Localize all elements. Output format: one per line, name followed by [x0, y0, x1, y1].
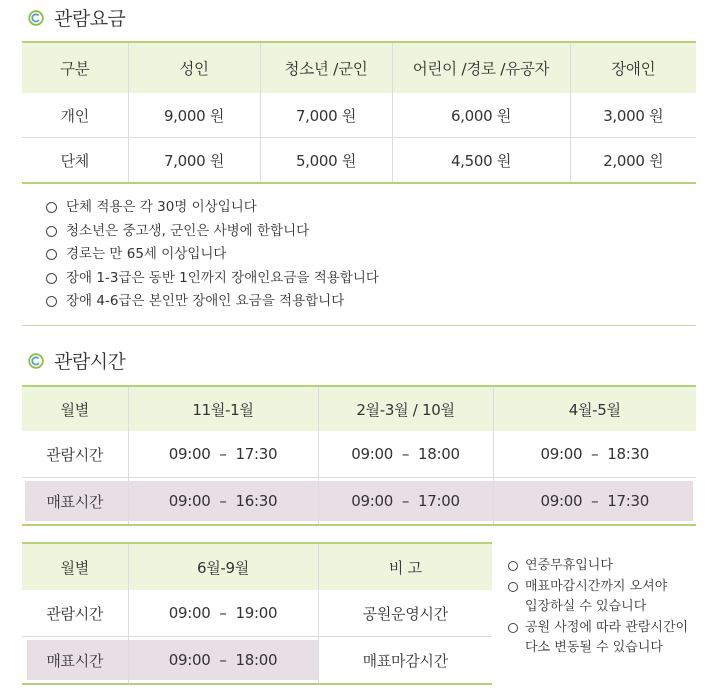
list-item: [46, 196, 379, 220]
hours-cell: 09:00 – 19:00: [128, 590, 318, 637]
fee-header-row: [22, 42, 696, 93]
circle-bullet-icon: [46, 249, 57, 260]
fees-title: 관람요금: [54, 8, 126, 30]
fee-header-child: 어린이 /경로 /유공자: [392, 42, 570, 93]
list-item: [46, 243, 379, 267]
hours2-header-row: [22, 543, 492, 590]
cell-text: 09:00 – 16:30: [168, 492, 278, 510]
fee-cell: 4,500 원: [392, 138, 570, 184]
fee-cell: 7,000 원: [128, 138, 260, 184]
hours-cell: 09:00 – 18:00: [318, 431, 493, 478]
note-text: 공원 사정에 따라 관람시간이: [525, 619, 689, 635]
table-row: [22, 138, 696, 184]
cell-text: 매표시간: [46, 651, 104, 670]
note-text: 입장하실 수 있습니다: [525, 599, 647, 614]
cell-text: 09:00 – 18:00: [168, 651, 278, 669]
hours-cell: 관람시간: [22, 590, 128, 637]
list-item: [46, 220, 379, 244]
hours1-header-period: 2월-3월 / 10월: [318, 386, 493, 431]
table-row: [22, 590, 492, 637]
fee-cell: 3,000 원: [570, 93, 696, 138]
list-item: [508, 618, 688, 659]
fee-table: [22, 41, 696, 184]
fee-cell: 6,000 원: [392, 93, 570, 138]
fees-section-title: [28, 4, 125, 31]
fee-cell: 5,000 원: [260, 138, 392, 184]
note-text: 장애 4-6급은 본인만 장애인 요금을 적용합니다: [66, 293, 345, 309]
note-text: 장애 1-3급은 동반 1인까지 장애인요금을 적용합니다: [66, 269, 379, 286]
hours-cell: [318, 478, 493, 526]
hours-side-notes: [508, 556, 688, 659]
circle-bullet-icon: [508, 582, 518, 592]
table-row: [22, 431, 696, 478]
hours-title: 관람시간: [54, 351, 126, 373]
hours-cell: [128, 637, 318, 685]
fee-notes: [46, 196, 379, 314]
cell-text: 09:00 – 17:30: [540, 492, 650, 510]
list-item: [46, 290, 379, 314]
hours-cell: [493, 478, 696, 526]
cell-text: 09:00 – 17:00: [351, 492, 460, 510]
hours1-header-period: 11월-1월: [128, 386, 318, 431]
section-divider: [22, 325, 696, 326]
fee-header-category: 구분: [22, 42, 128, 93]
note-text: 다소 변동될 수 있습니다: [525, 640, 663, 655]
hours2-header-period: 6월-9월: [128, 543, 318, 590]
note-text: 연중무휴입니다: [525, 558, 613, 573]
list-item: [508, 577, 688, 618]
hours1-header-period: 4월-5월: [493, 386, 696, 431]
hours2-header-remarks: 비 고: [318, 543, 492, 590]
hours-cell: [128, 478, 318, 526]
swirl-bullet-icon: [28, 353, 44, 369]
hours-cell: 공원운영시간: [318, 590, 492, 637]
circle-bullet-icon: [46, 273, 57, 284]
hours-cell: [22, 478, 128, 526]
hours-cell: 09:00 – 18:30: [493, 431, 696, 478]
note-text: 경로는 만 65세 이상입니다: [66, 246, 227, 262]
circle-bullet-icon: [46, 226, 57, 237]
note-text: 매표마감시간까지 오셔야: [525, 578, 668, 594]
table-row: [22, 478, 696, 526]
fee-cell: 9,000 원: [128, 93, 260, 138]
fee-cell: 2,000 원: [603, 151, 664, 170]
fee-header-youth: 청소년 /군인: [260, 42, 392, 93]
circle-bullet-icon: [46, 202, 57, 213]
table-row: [22, 93, 696, 138]
hours1-header-month: 월별: [22, 386, 128, 431]
hours-section-title: [28, 347, 125, 374]
table-row: [22, 637, 492, 685]
fee-header-disabled: 장애인: [570, 42, 696, 93]
hours1-header-row: [22, 386, 696, 431]
circle-bullet-icon: [508, 623, 518, 633]
hours-table-2: [22, 542, 492, 685]
hours-cell: 09:00 – 17:30: [128, 431, 318, 478]
cell-text: 매표마감시간: [362, 651, 448, 670]
fee-header-adult: 성인: [128, 42, 260, 93]
cell-text: 매표시간: [46, 492, 104, 511]
hours-cell: [318, 637, 492, 685]
fee-cell: 단체: [22, 138, 128, 184]
circle-bullet-icon: [508, 561, 518, 571]
circle-bullet-icon: [46, 296, 57, 307]
hours2-header-month: 월별: [22, 543, 128, 590]
fee-cell: 개인: [22, 93, 128, 138]
swirl-bullet-icon: [28, 10, 44, 26]
hours-cell: 관람시간: [22, 431, 128, 478]
hours-cell: [22, 637, 128, 685]
list-item: [508, 556, 688, 577]
note-text: 청소년은 중고생, 군인은 사병에 한합니다: [66, 222, 310, 239]
fee-cell: 7,000 원: [260, 93, 392, 138]
list-item: [46, 267, 379, 291]
hours-table-1: [22, 385, 696, 526]
note-text: 단체 적용은 각 30명 이상입니다: [66, 199, 257, 215]
